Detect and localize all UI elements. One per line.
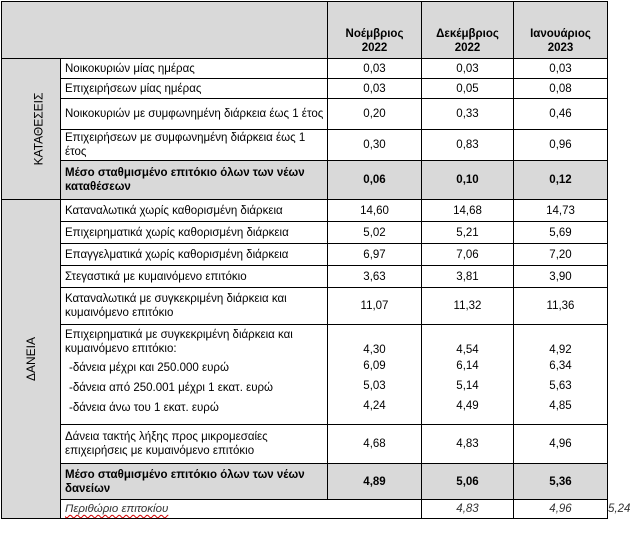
table-row xyxy=(2,266,608,288)
value-cell: 3,81 xyxy=(422,266,514,288)
deposits-average-row xyxy=(2,161,608,200)
value-cell: 5,21 xyxy=(422,222,514,244)
value-cell: 14,68 xyxy=(422,200,514,222)
margin-row: Περιθώριο επιτοκίου 4,83 4,96 5,24 xyxy=(2,500,608,519)
table-row xyxy=(2,425,608,464)
value-cell: 7,06 xyxy=(422,244,514,266)
value-cell: 0,03 xyxy=(328,79,422,99)
interest-rates-table xyxy=(1,1,630,519)
value-cell: 5,06 xyxy=(422,464,514,500)
row-label: Νοικοκυριών με συμφωνημένη διάρκεια έως 1 έτος xyxy=(61,99,328,130)
deposits-section-label: ΚΑΤΑΘΕΣΕΙΣ xyxy=(2,59,61,200)
sub-row-label: -δάνεια μέχρι και 250.000 ευρώ xyxy=(69,362,229,374)
value-cell: 0,03 xyxy=(514,59,608,79)
value-cell: 7,20 xyxy=(514,244,608,266)
table-row xyxy=(2,244,608,266)
value-cell: 11,32 xyxy=(422,288,514,325)
value-cell: 0,12 xyxy=(514,161,608,200)
value-cell: 0,08 xyxy=(514,79,608,99)
value-cell: 4,83 xyxy=(422,425,514,464)
loans-section-label: ΔΑΝΕΙΑ xyxy=(2,200,61,519)
value-cell: 0,10 xyxy=(422,161,514,200)
value-cell: 5,69 xyxy=(514,222,608,244)
value-cell: 0,33 xyxy=(422,99,514,130)
business-loans-label: Επιχειρηματικά με συγκεκριμένη διάρκεια και κυμαινόμενο επιτόκιο: xyxy=(65,329,293,355)
row-label: Επαγγελματικά χωρίς καθορισμένη διάρκεια xyxy=(61,244,328,266)
value-cell: 4,92 6,34 5,63 4,85 xyxy=(514,325,608,425)
value-cell: 11,07 xyxy=(328,288,422,325)
value-cell: 0,03 xyxy=(328,59,422,79)
table-row xyxy=(2,79,608,99)
value-cell: 0,20 xyxy=(328,99,422,130)
row-label xyxy=(61,325,328,425)
value-cell: 0,96 xyxy=(514,130,608,161)
row-label: Δάνεια τακτής λήξης προς μικρομεσαίες επιχειρήσεις με κυμαινόμενο επιτόκιο xyxy=(61,425,328,464)
margin-label: Περιθώριο επιτοκίου xyxy=(61,500,422,519)
sub-row-label: -δάνεια άνω του 1 εκατ. ευρώ xyxy=(69,402,219,414)
header-row xyxy=(2,2,608,59)
row-label: Στεγαστικά με κυμαινόμενο επιτόκιο xyxy=(61,266,328,288)
header-nov-2022: Νοέμβριος 2022 xyxy=(328,2,422,59)
value-cell: 0,83 xyxy=(422,130,514,161)
row-label: Νοικοκυριών μίας ημέρας xyxy=(61,59,328,79)
table-row xyxy=(2,99,608,130)
table-row xyxy=(2,59,608,79)
value-cell: 4,96 xyxy=(514,500,608,519)
loans-average-row xyxy=(2,464,608,500)
row-label: Μέσο σταθμισμένο επιτόκιο όλων των νέων καταθέσεων xyxy=(61,161,328,200)
value-cell: 0,46 xyxy=(514,99,608,130)
value-cell: 11,36 xyxy=(514,288,608,325)
row-label: Καταναλωτικά χωρίς καθορισμένη διάρκεια xyxy=(61,200,328,222)
value-cell: 4,83 xyxy=(422,500,514,519)
value-cell: 3,90 xyxy=(514,266,608,288)
row-label: Επιχειρήσεων μίας ημέρας xyxy=(61,79,328,99)
value-cell: 4,89 xyxy=(328,464,422,500)
value-cell: 4,96 xyxy=(514,425,608,464)
value-cell: 0,03 xyxy=(422,59,514,79)
table-row xyxy=(2,288,608,325)
value-cell: 14,73 xyxy=(514,200,608,222)
business-loans-row xyxy=(2,325,608,425)
table-row xyxy=(2,222,608,244)
header-blank xyxy=(2,2,328,59)
value-cell: 4,68 xyxy=(328,425,422,464)
value-cell: 3,63 xyxy=(328,266,422,288)
table-row xyxy=(2,130,608,161)
row-label: Επιχειρηματικά χωρίς καθορισμένη διάρκεια xyxy=(61,222,328,244)
value-cell: 0,06 xyxy=(328,161,422,200)
header-jan-2023: Ιανουάριος 2023 xyxy=(514,2,608,59)
value-cell: 4,30 6,09 5,03 4,24 xyxy=(328,325,422,425)
row-label: Επιχειρήσεων με συμφωνημένη διάρκεια έως 1 έτος xyxy=(61,130,328,161)
value-cell: 14,60 xyxy=(328,200,422,222)
row-label: Καταναλωτικά με συγκεκριμένη διάρκεια και κυμαινόμενο επιτόκιο xyxy=(61,288,328,325)
value-cell: 0,30 xyxy=(328,130,422,161)
sub-row-label: -δάνεια από 250.001 μέχρι 1 εκατ. ευρώ xyxy=(69,382,274,394)
value-cell: 0,05 xyxy=(422,79,514,99)
value-cell: 6,97 xyxy=(328,244,422,266)
header-dec-2022: Δεκέμβριος 2022 xyxy=(422,2,514,59)
table-row xyxy=(2,200,608,222)
value-cell: 4,54 6,14 5,14 4,49 xyxy=(422,325,514,425)
value-cell: 5,02 xyxy=(328,222,422,244)
row-label: Μέσο σταθμισμένο επιτόκιο όλων των νέων δανείων xyxy=(61,464,328,500)
value-cell: 5,36 xyxy=(514,464,608,500)
